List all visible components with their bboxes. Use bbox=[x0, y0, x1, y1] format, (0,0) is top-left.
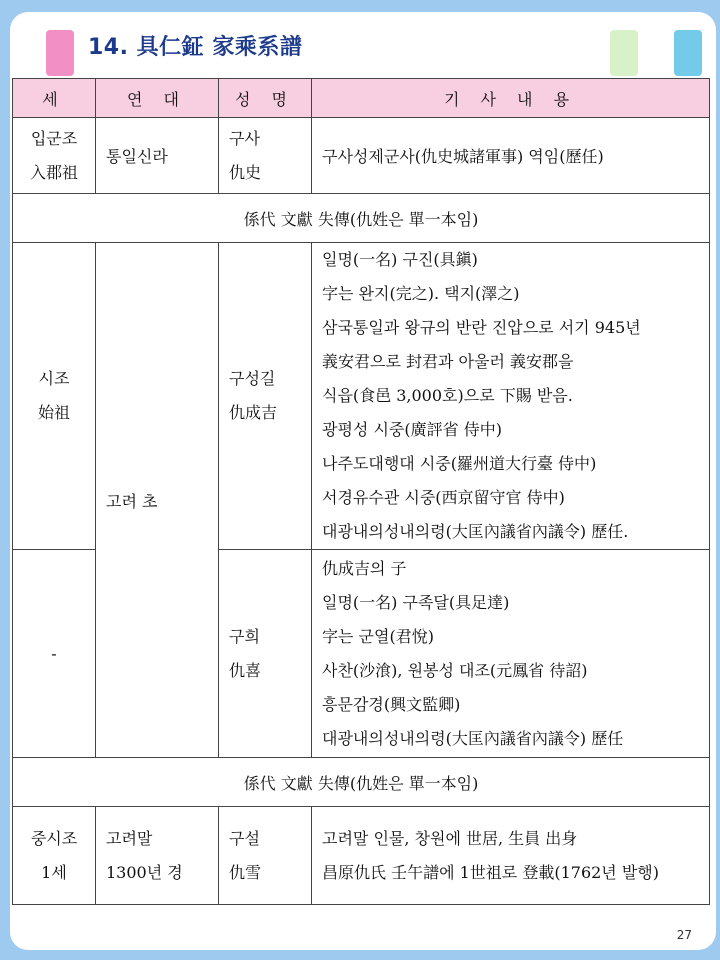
detail-line: 대광내의성내의령(大匡內議省內議令) 歷任. bbox=[322, 522, 629, 541]
generation-label: 중시조 bbox=[30, 828, 78, 848]
details-cell bbox=[312, 550, 710, 758]
detail-line: 식읍(食邑 3,000호)으로 下賜 받음. bbox=[322, 386, 573, 405]
name-cell bbox=[219, 807, 312, 905]
green-tab-decoration bbox=[610, 30, 638, 76]
note-row bbox=[13, 758, 710, 807]
detail-line: 字는 완지(完之). 택지(澤之) bbox=[322, 284, 520, 303]
era-cell bbox=[96, 807, 219, 905]
detail-line: 字는 군열(君悅) bbox=[322, 626, 434, 646]
era-year: 1300년 경 bbox=[106, 862, 183, 882]
person-name-hanja: 仇成吉 bbox=[229, 403, 278, 422]
generation-number: 1세 bbox=[41, 862, 67, 882]
name-cell bbox=[219, 243, 312, 550]
detail-line: 사찬(沙湌), 원봉성 대조(元鳳省 待詔) bbox=[322, 660, 588, 680]
detail-line: 나주도대행대 시중(羅州道大行臺 侍中) bbox=[322, 454, 597, 473]
blue-tab-decoration bbox=[674, 30, 702, 76]
person-name-hanja: 仇雪 bbox=[229, 862, 262, 882]
generation-label-hanja: 入郡祖 bbox=[29, 162, 78, 182]
detail-line: 서경유수관 시중(西京留守官 侍中) bbox=[322, 488, 565, 507]
detail-line: 삼국통일과 왕규의 반란 진압으로 서기 945년 bbox=[322, 318, 641, 337]
detail-line: 일명(一名) 구진(具鎭) bbox=[322, 250, 478, 269]
col-header-name: 성 명 bbox=[219, 79, 312, 118]
col-header-era: 연 대 bbox=[96, 79, 219, 118]
pink-tab-decoration bbox=[46, 30, 74, 76]
generation-label-hanja: 始祖 bbox=[37, 403, 70, 422]
person-name: 구성길 bbox=[229, 369, 276, 388]
detail-line: 고려말 인물, 창원에 世居, 生員 出身 bbox=[322, 828, 578, 848]
details-cell bbox=[312, 807, 710, 905]
person-name-hanja: 仇史 bbox=[229, 162, 262, 182]
generation-cell bbox=[13, 243, 96, 550]
detail-line: 일명(一名) 구족달(具足達) bbox=[322, 592, 510, 612]
note-row bbox=[13, 194, 710, 243]
detail-line: 義安君으로 封君과 아울러 義安郡을 bbox=[322, 352, 574, 371]
generation-cell bbox=[13, 807, 96, 905]
col-header-details: 기 사 내 용 bbox=[312, 79, 710, 118]
name-cell bbox=[219, 118, 312, 194]
name-cell bbox=[219, 550, 312, 758]
detail-line: 흥문감경(興文監卿) bbox=[322, 694, 461, 714]
era-cell: 통일신라 bbox=[96, 118, 219, 194]
person-name: 구설 bbox=[229, 828, 260, 848]
section-title: 具仁鉦 家乘系譜 bbox=[136, 35, 303, 60]
header-row bbox=[13, 79, 710, 118]
col-header-generation: 세 bbox=[13, 79, 96, 118]
detail-line: 昌原仇氏 壬午譜에 1世祖로 登載(1762년 발행) bbox=[322, 862, 660, 882]
page-number: 27 bbox=[676, 928, 692, 942]
lineage-note: 係代 文獻 失傳(仇姓은 單一本임) bbox=[13, 194, 710, 243]
lineage-note: 係代 文獻 失傳(仇姓은 單一本임) bbox=[13, 758, 710, 807]
detail-line: 대광내의성내의령(大匡內議省內議令) 歷任 bbox=[322, 728, 624, 748]
details-cell: 구사성제군사(仇史城諸軍事) 역임(歷任) bbox=[312, 118, 710, 194]
generation-label: 시조 bbox=[38, 369, 70, 388]
detail-line: 광평성 시중(廣評省 侍中) bbox=[322, 420, 502, 439]
person-name: 구희 bbox=[229, 626, 260, 646]
era-cell: 고려 초 bbox=[96, 243, 219, 758]
era-label: 고려말 bbox=[106, 828, 153, 848]
detail-line: 仇成吉의 子 bbox=[322, 558, 407, 578]
table-row-jungsijo bbox=[13, 807, 710, 905]
table-row-sijo bbox=[13, 243, 710, 550]
person-name: 구사 bbox=[229, 128, 260, 148]
generation-label: 입군조 bbox=[30, 128, 78, 148]
person-name-hanja: 仇喜 bbox=[229, 660, 262, 680]
genealogy-table bbox=[12, 78, 710, 905]
generation-cell bbox=[13, 118, 96, 194]
table-row-ipgunjo bbox=[13, 118, 710, 194]
section-number: 14. bbox=[88, 35, 129, 60]
page-title bbox=[88, 30, 302, 61]
generation-cell: - bbox=[13, 550, 96, 758]
details-cell bbox=[312, 243, 710, 550]
